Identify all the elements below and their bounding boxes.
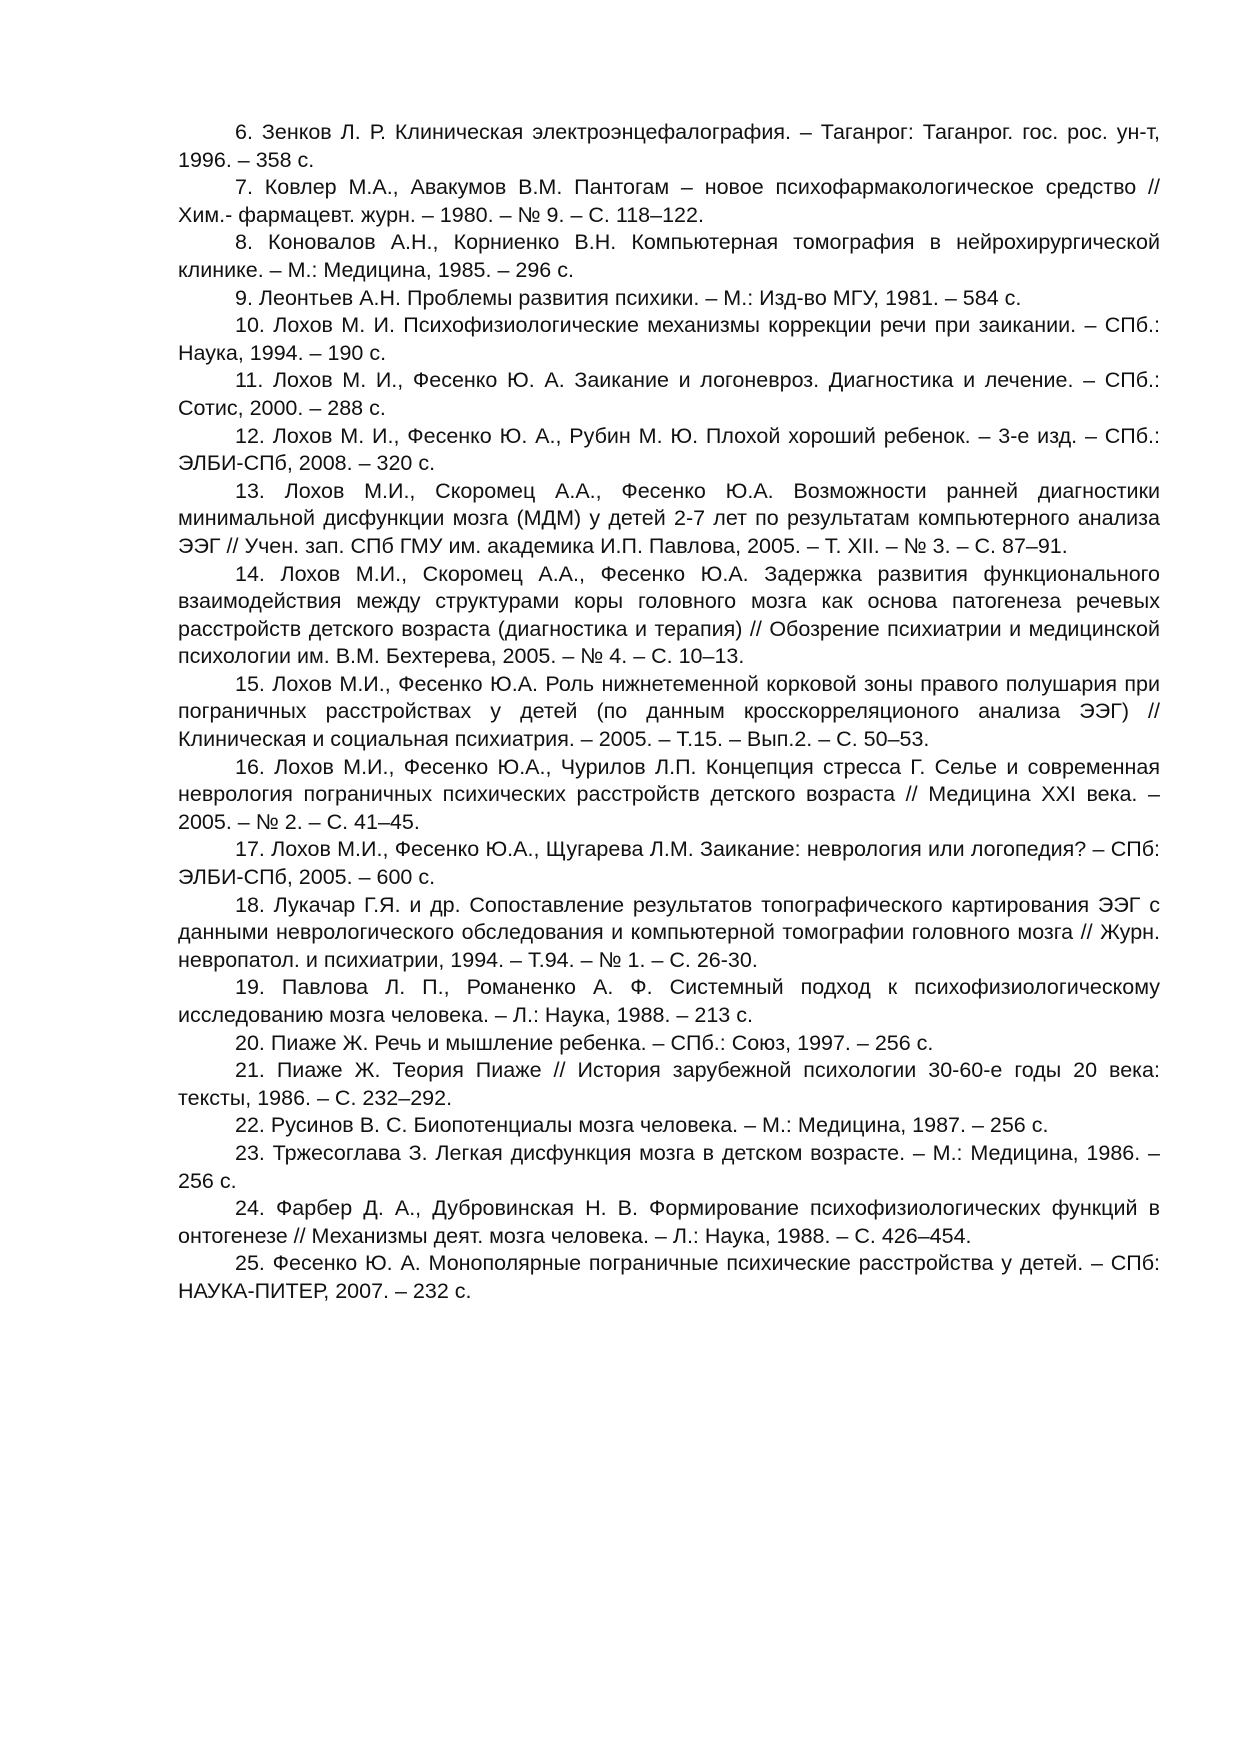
- reference-list: [178, 119, 1160, 1306]
- reference-item: 19. Павлова Л. П., Романенко А. Ф. Системный подход к психофизиологическому исследованию мозга человека. – Л.: Наука, 1988. – 213 с.: [178, 975, 1160, 1027]
- reference-item: 14. Лохов М.И., Скоромец А.А., Фесенко Ю.А. Задержка развития функционального взаимодействия между структурами коры головного мозга как основа патогенеза речевых расстройств детского возраста (диагностика и терапия) // Обозрение психиатрии и медицинской психологии им. В.М. Бехтерева, 2005. – № 4. – С. 10–13.: [178, 561, 1160, 669]
- reference-item: 12. Лохов М. И., Фесенко Ю. А., Рубин М. Ю. Плохой хороший ребенок. – 3-е изд. – СПб.: ЭЛБИ-СПб, 2008. – 320 с.: [178, 423, 1160, 476]
- reference-item: 15. Лохов М.И., Фесенко Ю.А. Роль нижнетеменной корковой зоны правого полушария при пограничных расстройствах у детей (по данным кросскорреляционого анализа ЭЭГ) // Клиническая и социальная психиатрия. – 2005. – Т.15. – Вып.2. – С. 50–53.: [178, 671, 1160, 752]
- reference-item: 20. Пиаже Ж. Речь и мышление ребенка. – СПб.: Союз, 1997. – 256 с.: [235, 1030, 934, 1055]
- reference-item: 17. Лохов М.И., Фесенко Ю.А., Щугарева Л.М. Заикание: неврология или логопедия? – СПб: ЭЛБИ-СПб, 2005. – 600 с.: [178, 837, 1160, 890]
- reference-item: 18. Лукачар Г.Я. и др. Сопоставление результатов топографического картирования ЭЭГ с данными неврологического обследования и компьютерной томографии головного мозга // Журн. невропатол. и психиатрии, 1994. – Т.94. – № 1. – С. 26-30.: [178, 892, 1160, 972]
- reference-item: 6. Зенков Л. Р. Клиническая электроэнцефалография. – Таганрог: Таганрог. гос. рос. ун-т, 1996. – 358 с.: [178, 120, 1160, 172]
- reference-item: 23. Тржесоглава З. Легкая дисфункция мозга в детском возрасте. – М.: Медицина, 1986. – 256 с.: [178, 1140, 1160, 1193]
- reference-item: 22. Русинов В. С. Биопотенциалы мозга человека. – М.: Медицина, 1987. – 256 с.: [235, 1113, 1049, 1138]
- reference-item: 10. Лохов М. И. Психофизиологические механизмы коррекции речи при заикании. – СПб.: Наука, 1994. – 190 с.: [178, 313, 1160, 365]
- reference-item: 21. Пиаже Ж. Теория Пиаже // История зарубежной психологии 30-60-е годы 20 века: тексты, 1986. – С. 232–292.: [178, 1058, 1160, 1110]
- reference-item: 11. Лохов М. И., Фесенко Ю. А. Заикание и логоневроз. Диагностика и лечение. – СПб.: Сотис, 2000. – 288 с.: [178, 368, 1160, 420]
- reference-item: 9. Леонтьев А.Н. Проблемы развития психики. – М.: Изд-во МГУ, 1981. – 584 с.: [235, 285, 1022, 310]
- reference-item: 8. Коновалов А.Н., Корниенко В.Н. Компьютерная томография в нейрохирургической клинике. – М.: Медицина, 1985. – 296 с.: [178, 230, 1160, 282]
- reference-item: 13. Лохов М.И., Скоромец А.А., Фесенко Ю.А. Возможности ранней диагностики минимальной дисфункции мозга (МДМ) у детей 2-7 лет по результатам компьютерного анализа ЭЭГ // Учен. зап. СПб ГМУ им. академика И.П. Павлова, 2005. – Т. XII. – № 3. – С. 87–91.: [178, 478, 1160, 558]
- reference-item: 24. Фарбер Д. А., Дубровинская Н. В. Формирование психофизиологических функций в онтогенезе // Механизмы деят. мозга человека. – Л.: Наука, 1988. – С. 426–454.: [178, 1196, 1160, 1248]
- reference-item: 7. Ковлер М.А., Авакумов В.М. Пантогам – новое психофармакологическое средство // Хим.- фармацевт. журн. – 1980. – № 9. – С. 118–122.: [178, 175, 1160, 227]
- reference-item: 16. Лохов М.И., Фесенко Ю.А., Чурилов Л.П. Концепция стресса Г. Селье и современная неврология пограничных психических расстройств детского возраста // Медицина XXI века. – 2005. – № 2. – С. 41–45.: [178, 754, 1160, 834]
- reference-item: 25. Фесенко Ю. А. Монополярные пограничные психические расстройства у детей. – СПб: НАУКА-ПИТЕР, 2007. – 232 с.: [178, 1251, 1160, 1303]
